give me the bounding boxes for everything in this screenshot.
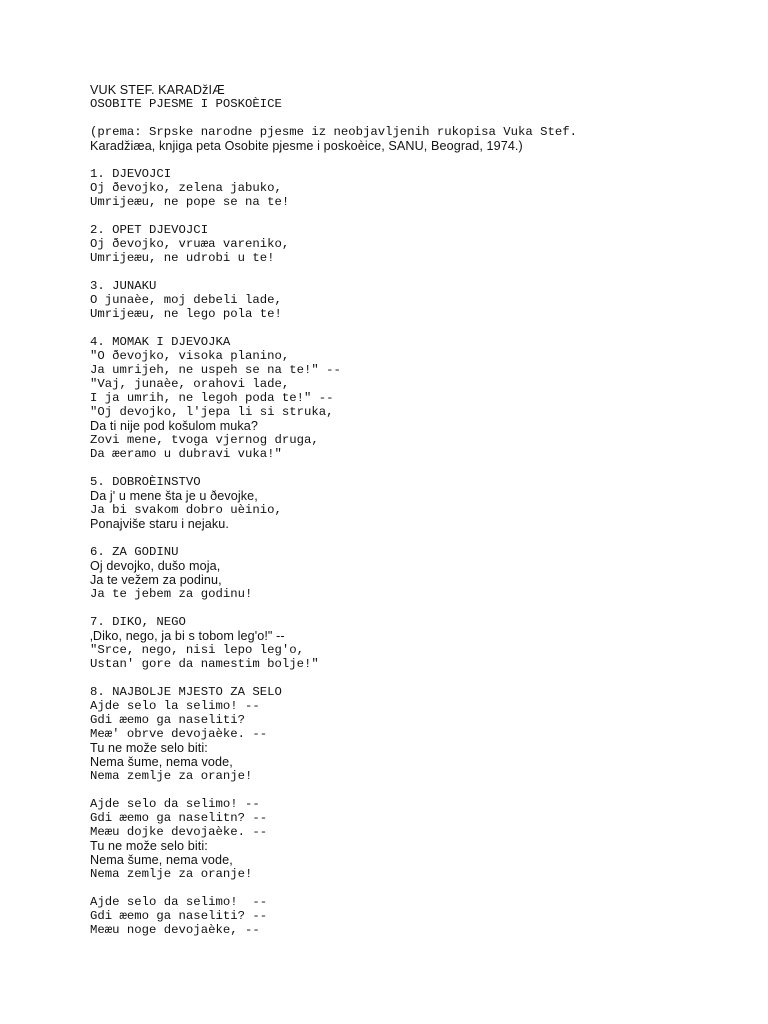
- verse-line: Meæ' obrve devojaèke. --: [90, 727, 268, 741]
- song-title: 8. NAJBOLJE MJESTO ZA SELO: [90, 685, 282, 699]
- verse-line: Da j' u mene šta je u ðevojke,: [90, 489, 258, 503]
- spacer: [90, 209, 750, 223]
- verse-line: Gdi æemo ga naselitn? --: [90, 811, 268, 825]
- verse-line: Gdi æemo ga naseliti?: [90, 713, 245, 727]
- song-section: [90, 685, 750, 937]
- verse-line: Oj ðevojko, vruæa vareniko,: [90, 237, 290, 251]
- verse-line: Umrijeæu, ne pope se na te!: [90, 195, 290, 209]
- spacer: [90, 111, 750, 125]
- verse-line: Ponajviše staru i nejaku.: [90, 517, 230, 531]
- verse-line: Nema šume, nema vode,: [90, 755, 233, 769]
- verse-line: Oj devojko, dušo moja,: [90, 559, 221, 573]
- verse-line: Meæu noge devojaèke, --: [90, 923, 260, 937]
- song-section: [90, 167, 750, 209]
- verse-line: Meæu dojke devojaèke. --: [90, 825, 268, 839]
- verse-line: "Oj devojko, l'jepa li si struka,: [90, 405, 334, 419]
- song-section: [90, 615, 750, 671]
- spacer: [90, 321, 750, 335]
- spacer: [90, 531, 750, 545]
- verse-line: Ja umrijeh, ne uspeh se na te!" --: [90, 363, 341, 377]
- songs-list: [90, 167, 750, 937]
- spacer: [90, 461, 750, 475]
- source-line-2: Karadžiæa, knjiga peta Osobite pjesme i poskoèice, SANU, Beograd, 1974.): [90, 139, 523, 153]
- verse-line: Gdi æemo ga naseliti? --: [90, 909, 268, 923]
- song-title: 5. DOBROÈINSTVO: [90, 475, 201, 489]
- song-title: 3. JUNAKU: [90, 279, 157, 293]
- document-page: [90, 83, 750, 937]
- verse-line: Nema zemlje za oranje!: [90, 867, 253, 881]
- verse-line: Tu ne može selo biti:: [90, 741, 208, 755]
- song-title: 7. DIKO, NEGO: [90, 615, 186, 629]
- verse-line: Tu ne može selo biti:: [90, 839, 208, 853]
- source-line-1: (prema: Srpske narodne pjesme iz neobjavljenih rukopisa Vuka Stef.: [90, 125, 578, 139]
- verse-line: Ja te vežem za podinu,: [90, 573, 222, 587]
- song-section: [90, 335, 750, 461]
- verse-line: Umrijeæu, ne udrobi u te!: [90, 251, 275, 265]
- song-title: 4. MOMAK I DJEVOJKA: [90, 335, 231, 349]
- verse-line: Ustan' gore da namestim bolje!": [90, 657, 319, 671]
- verse-line: Da æeramo u dubravi vuka!": [90, 447, 282, 461]
- spacer: [90, 601, 750, 615]
- spacer: [90, 671, 750, 685]
- song-section: [90, 223, 750, 265]
- verse-line: O junaèe, moj debeli lade,: [90, 293, 282, 307]
- verse-line: Oj ðevojko, zelena jabuko,: [90, 181, 282, 195]
- song-section: [90, 475, 750, 531]
- header-author: VUK STEF. KARADžIÆ: [90, 83, 225, 97]
- header-title: OSOBITE PJESME I POSKOÈICE: [90, 97, 282, 111]
- verse-line: Ajde selo da selimo! --: [90, 797, 260, 811]
- verse-line: I ja umrih, ne legoh poda te!" --: [90, 391, 334, 405]
- verse-line: Nema šume, nema vode,: [90, 853, 233, 867]
- song-section: [90, 545, 750, 601]
- song-title: 2. OPET DJEVOJCI: [90, 223, 209, 237]
- stanza-break: [90, 783, 750, 797]
- song-title: 6. ZA GODINU: [90, 545, 179, 559]
- verse-line: Ajde selo da selimo! --: [90, 895, 268, 909]
- verse-line: Ja bi svakom dobro uèinio,: [90, 503, 282, 517]
- song-title: 1. DJEVOJCI: [90, 167, 172, 181]
- verse-line: Umrijeæu, ne lego pola te!: [90, 307, 282, 321]
- verse-line: Ajde selo la selimo! --: [90, 699, 260, 713]
- verse-line: Nema zemlje za oranje!: [90, 769, 253, 783]
- verse-line: "O ðevojko, visoka planino,: [90, 349, 290, 363]
- verse-line: Da ti nije pod košulom muka?: [90, 419, 259, 433]
- verse-line: Zovi mene, tvoga vjernog druga,: [90, 433, 319, 447]
- spacer: [90, 153, 750, 167]
- verse-line: Ja te jebem za godinu!: [90, 587, 253, 601]
- stanza-break: [90, 881, 750, 895]
- song-section: [90, 279, 750, 321]
- verse-line: ‚Diko, nego, ja bi s tobom leg'o!" --: [90, 629, 285, 643]
- spacer: [90, 265, 750, 279]
- verse-line: "Vaj, junaèe, orahovi lade,: [90, 377, 290, 391]
- verse-line: "Srce, nego, nisi lepo leg'o,: [90, 643, 305, 657]
